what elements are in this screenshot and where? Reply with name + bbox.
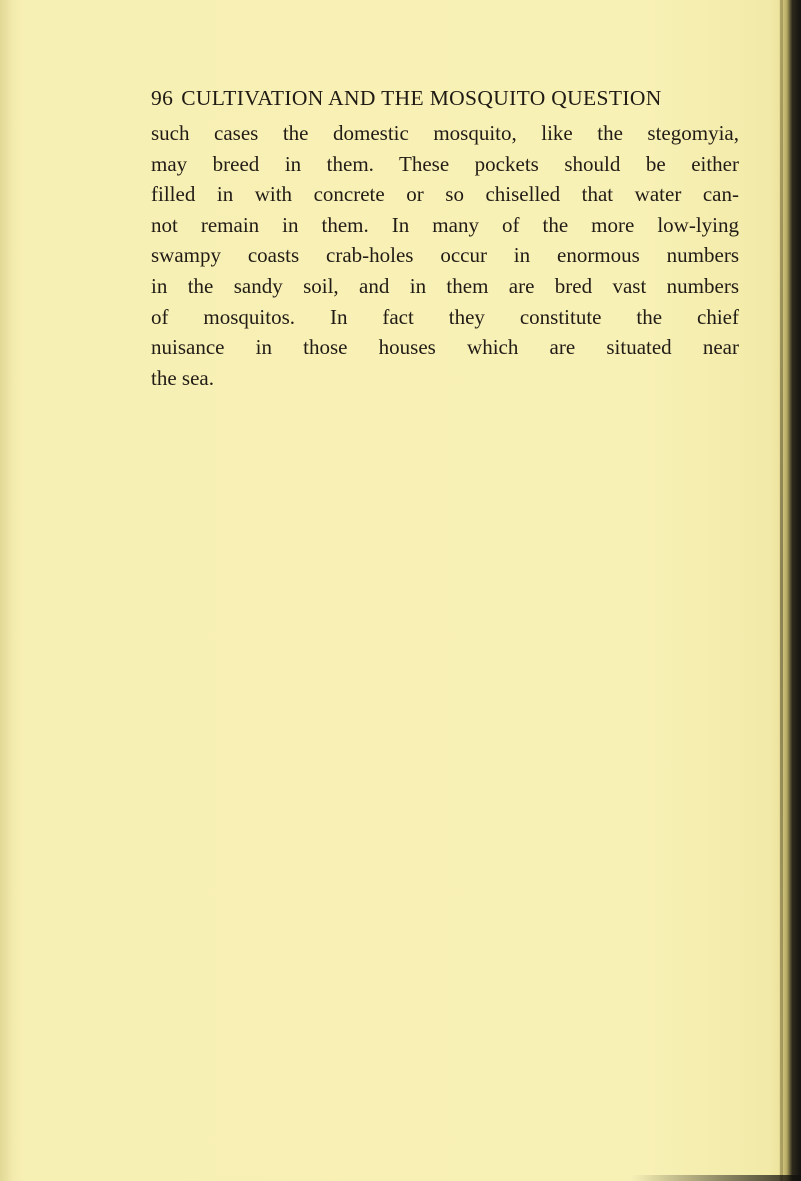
text-line: such cases the domestic mosquito, like the stegomyia, — [151, 121, 739, 145]
page-gutter-shadow — [0, 0, 14, 1181]
page-number: 96 — [151, 86, 174, 110]
running-title: CULTIVATION AND THE MOSQUITO QUESTION — [181, 86, 662, 110]
text-line: the sea. — [151, 365, 214, 390]
text-line: swampy coasts crab-holes occur in enormous numbers — [151, 243, 739, 268]
text-line: in the sandy soil, and in them are bred vast numbers — [151, 273, 739, 298]
text-line: filled in with concrete or so chiselled that water can- — [151, 182, 739, 207]
body-paragraph — [151, 118, 739, 393]
running-head — [151, 86, 731, 111]
spine-crease — [780, 0, 783, 1181]
text-line: of mosquitos. In fact they constitute the chief — [151, 304, 739, 329]
text-line: nuisance in those houses which are situated near — [151, 335, 739, 360]
page-corner-shadow — [631, 1175, 801, 1181]
text-line: may breed in them. These pockets should be either — [151, 151, 739, 176]
text-line: not remain in them. In many of the more low-lying — [151, 212, 739, 237]
